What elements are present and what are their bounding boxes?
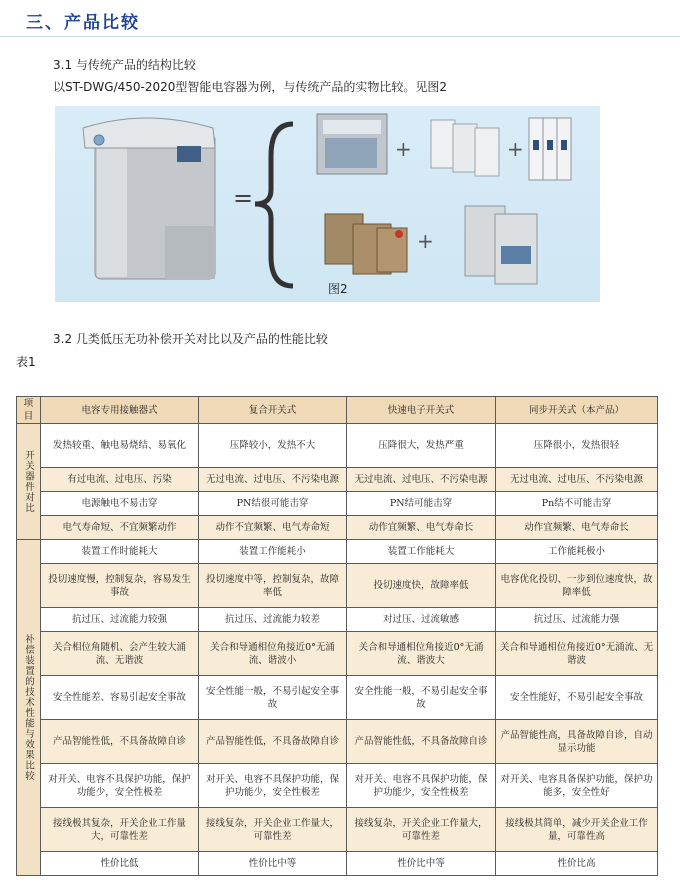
table-cell: 抗过压、过流能力强 bbox=[496, 608, 658, 632]
brace bbox=[255, 124, 293, 286]
comparison-figure bbox=[55, 106, 600, 302]
table-label: 表1 bbox=[16, 355, 36, 369]
table-cell: 接线复杂，开关企业工作量大，可靠性差 bbox=[199, 808, 347, 852]
table-cell: 安全性能一般，不易引起安全事故 bbox=[199, 676, 347, 720]
table-row bbox=[17, 720, 658, 764]
table-cell: 对开关、电容不具保护功能，保护功能少，安全性极差 bbox=[41, 764, 199, 808]
table-row bbox=[17, 808, 658, 852]
table-cell: 对开关、电容具备保护功能，保护功能多，安全性好 bbox=[496, 764, 658, 808]
fuse-module-image bbox=[431, 120, 499, 176]
table-cell: 有过电流、过电压、污染 bbox=[41, 468, 199, 492]
table-cell: 动作宜频繁、电气寿命长 bbox=[496, 516, 658, 540]
table-row bbox=[17, 424, 658, 468]
table-cell: 对过压、过流敏感 bbox=[347, 608, 496, 632]
header-composite: 复合开关式 bbox=[199, 397, 347, 424]
table-cell: 性价比低 bbox=[41, 852, 199, 876]
table-cell: 性价比中等 bbox=[199, 852, 347, 876]
table-cell: 压降很大，发热严重 bbox=[347, 424, 496, 468]
section-3-1-description: 以ST-DWG/450-2020型智能电容器为例，与传统产品的实物比较。见图2 bbox=[53, 80, 448, 94]
table-row bbox=[17, 492, 658, 516]
section-3-2-heading: 3.2 几类低压无功补偿开关对比以及产品的性能比较 bbox=[53, 332, 328, 346]
table-cell: 性价比中等 bbox=[347, 852, 496, 876]
figure-caption: 图2 bbox=[328, 282, 348, 296]
table-cell: 装置工作时能耗大 bbox=[41, 540, 199, 564]
table-cell: 性价比高 bbox=[496, 852, 658, 876]
table-row bbox=[17, 852, 658, 876]
table-row bbox=[17, 632, 658, 676]
table-row bbox=[17, 608, 658, 632]
table-row bbox=[17, 564, 658, 608]
table-cell: 电气寿命短、不宜频繁动作 bbox=[41, 516, 199, 540]
table-row bbox=[17, 764, 658, 808]
table-cell: 压降较小，发热不大 bbox=[199, 424, 347, 468]
table-cell: 无过电流、过电压、不污染电源 bbox=[199, 468, 347, 492]
plus-sign-1: + bbox=[395, 137, 412, 161]
table-cell: 关合和导通相位角接近0°无涌流、谐波小 bbox=[199, 632, 347, 676]
table-row bbox=[17, 676, 658, 720]
contactor-image bbox=[325, 214, 407, 274]
header-divider bbox=[0, 36, 680, 37]
category-technical-performance: 补偿装置的技术性能与效果比较 bbox=[17, 540, 41, 876]
table-cell: 产品智能性低，不具备故障自诊 bbox=[347, 720, 496, 764]
table-cell: 产品智能性低，不具备故障自诊 bbox=[41, 720, 199, 764]
equals-sign: = bbox=[233, 184, 254, 212]
table-cell: 安全性能差、容易引起安全事故 bbox=[41, 676, 199, 720]
header-item: 项目 bbox=[17, 397, 41, 424]
table-row bbox=[17, 516, 658, 540]
table-cell: 接线极其复杂，开关企业工作量大，可靠性差 bbox=[41, 808, 199, 852]
smart-capacitor-image bbox=[83, 118, 215, 279]
table-cell: 抗过压、过流能力较差 bbox=[199, 608, 347, 632]
table-cell: 投切速度慢，控制复杂，容易发生事故 bbox=[41, 564, 199, 608]
header-synchronous: 同步开关式（本产品） bbox=[496, 397, 658, 424]
table-cell: 电源触电不易击穿 bbox=[41, 492, 199, 516]
capacitor-image bbox=[465, 206, 537, 284]
table-cell: 安全性能好，不易引起安全事故 bbox=[496, 676, 658, 720]
table-cell: 产品智能性高，具备故障自诊，自动显示功能 bbox=[496, 720, 658, 764]
category-switch-devices: 开关器件对比 bbox=[17, 424, 41, 540]
table-cell: 装置工作能耗小 bbox=[199, 540, 347, 564]
table-cell: 接线复杂，开关企业工作量大，可靠性差 bbox=[347, 808, 496, 852]
header-contactor: 电容专用接触器式 bbox=[41, 397, 199, 424]
table-cell: 对开关、电容不具保护功能，保护功能少，安全性极差 bbox=[347, 764, 496, 808]
comparison-table bbox=[16, 396, 658, 876]
circuit-breaker-image bbox=[529, 118, 571, 180]
table-cell: 关合和导通相位角接近0°无涌流、无谐波 bbox=[496, 632, 658, 676]
section-3-1-heading: 3.1 与传统产品的结构比较 bbox=[53, 58, 196, 72]
table-cell: 工作能耗极小 bbox=[496, 540, 658, 564]
table-cell: 投切速度中等，控制复杂，故障率低 bbox=[199, 564, 347, 608]
controller-image bbox=[317, 114, 387, 174]
table-cell: 接线极其简单，减少开关企业工作量，可靠性高 bbox=[496, 808, 658, 852]
table-cell: Pn结不可能击穿 bbox=[496, 492, 658, 516]
plus-sign-3: + bbox=[417, 229, 434, 253]
table-header-row bbox=[17, 397, 658, 424]
header-electronic: 快速电子开关式 bbox=[347, 397, 496, 424]
table-cell: 对开关、电容不具保护功能，保护功能少，安全性极差 bbox=[199, 764, 347, 808]
table-cell: 安全性能一般，不易引起安全事故 bbox=[347, 676, 496, 720]
table-cell: 关合和导通相位角接近0°无涌流、谐波大 bbox=[347, 632, 496, 676]
table-cell: 装置工作能耗大 bbox=[347, 540, 496, 564]
table-cell: 发热较重、触电易烧结、易氧化 bbox=[41, 424, 199, 468]
table-cell: 抗过压、过流能力较强 bbox=[41, 608, 199, 632]
table-row bbox=[17, 540, 658, 564]
table-cell: 无过电流、过电压、不污染电源 bbox=[496, 468, 658, 492]
plus-sign-2: + bbox=[507, 137, 524, 161]
table-cell: PN结很可能击穿 bbox=[199, 492, 347, 516]
table-cell: 动作不宜频繁、电气寿命短 bbox=[199, 516, 347, 540]
table-cell: PN结可能击穿 bbox=[347, 492, 496, 516]
table-row bbox=[17, 468, 658, 492]
table-cell: 关合相位角随机、会产生较大涌流、无谐波 bbox=[41, 632, 199, 676]
table-cell: 电容优化投切、一步到位速度快，故障率低 bbox=[496, 564, 658, 608]
table-cell: 无过电流、过电压、不污染电源 bbox=[347, 468, 496, 492]
table-cell: 动作宜频繁、电气寿命长 bbox=[347, 516, 496, 540]
table-cell: 投切速度快，故障率低 bbox=[347, 564, 496, 608]
section-title: 三、产品比较 bbox=[26, 13, 140, 33]
table-cell: 产品智能性低，不具备故障自诊 bbox=[199, 720, 347, 764]
table-cell: 压降很小，发热很轻 bbox=[496, 424, 658, 468]
